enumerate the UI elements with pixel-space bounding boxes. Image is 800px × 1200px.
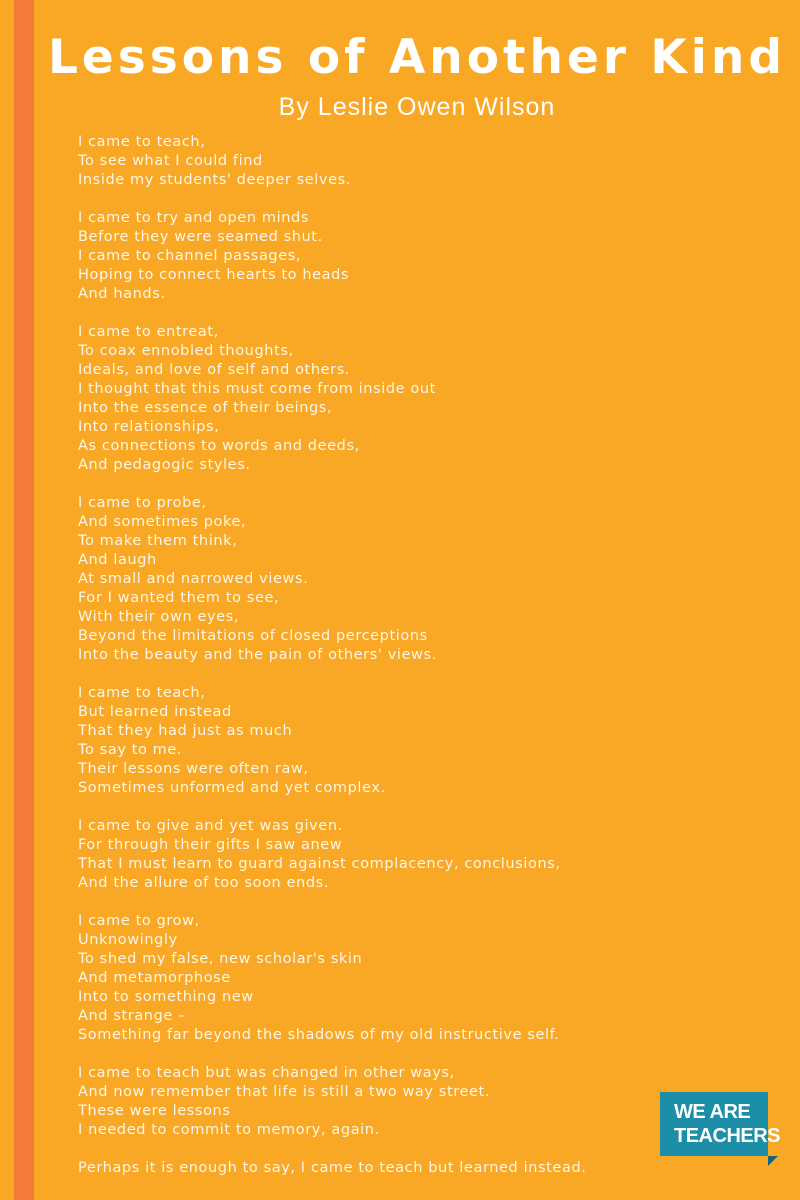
poem-stanza [78,912,768,1045]
poem-line: These were lessons [78,1103,231,1119]
poem-line: I came to teach, [78,134,206,150]
poem-line: Their lessons were often raw, [78,761,309,777]
poem-line: But learned instead [78,704,232,720]
poem-body [78,133,781,1197]
poem-line: To say to me. [78,742,183,758]
poem-line: I came to grow, [78,913,200,929]
left-accent-stripe [14,0,34,1200]
poem-line: Into the beauty and the pain of others' views. [78,647,437,663]
we-are-teachers-logo[interactable] [660,1092,781,1156]
poem-line: And sometimes poke, [78,514,247,530]
poem-line: Sometimes unformed and yet complex. [78,780,386,796]
poem-line: And laugh [78,552,157,568]
poem-line: I thought that this must come from inside out [78,381,436,397]
poem-line: Into the essence of their beings, [78,400,333,416]
poem-line: To shed my false, new scholar's skin [78,951,363,967]
poem-line: I came to try and open minds [78,210,309,226]
poem-line: Before they were seamed shut. [78,229,323,245]
poem-line: Inside my students' deeper selves. [78,172,351,188]
poem-line: That they had just as much [78,723,293,739]
poem-line: I came to entreat, [78,324,219,340]
poem-line: With their own eyes, [78,609,240,625]
poem-stanza [78,1159,768,1178]
poem-line: Ideals, and love of self and others. [78,362,351,378]
poem-line: I came to give and yet was given. [78,818,343,834]
logo-line-2: TEACHERS [674,1125,781,1147]
poem-line: I needed to commit to memory, again. [78,1122,380,1138]
poem-line: That I must learn to guard against complacency, conclusions, [78,856,561,872]
poem-line: For through their gifts I saw anew [78,837,343,853]
poem-line: And strange – [78,1008,186,1024]
poem-line: And now remember that life is still a two way street. [78,1084,491,1100]
poem-line: As connections to words and deeds, [78,438,360,454]
author-byline: By Leslie Owen Wilson [278,93,556,121]
poem-line: To see what I could find [78,153,263,169]
poem-line: Hoping to connect hearts to heads [78,267,350,283]
poem-stanza [78,817,768,893]
poem-line: I came to teach but was changed in other ways, [78,1065,455,1081]
poem-line: To make them think, [78,533,238,549]
poem-line: Something far beyond the shadows of my old instructive self. [78,1027,560,1043]
poem-title: Lessons of Another Kind [47,30,787,85]
poem-line: Beyond the limitations of closed perceptions [78,628,428,644]
poem-stanza [78,323,768,475]
poem-line: I came to probe, [78,495,207,511]
poem-stanza [78,684,768,798]
poem-line: Perhaps it is enough to say, I came to teach but learned instead. [78,1160,587,1176]
logo-line-1: WE ARE [674,1101,751,1123]
poem-line: For I wanted them to see, [78,590,280,606]
poem-line: I came to teach, [78,685,206,701]
poem-line: And metamorphose [78,970,231,986]
poem-line: And the allure of too soon ends. [78,875,330,891]
poem-line: I came to channel passages, [78,248,302,264]
poem-line: Into relationships, [78,419,220,435]
logo-fold-shape [768,1156,778,1166]
poem-line: Unknowingly [78,932,178,948]
poem-line: To coax ennobled thoughts, [78,343,294,359]
poem-line: Into to something new [78,989,254,1005]
poem-stanza [78,209,768,304]
poem-line: At small and narrowed views. [78,571,309,587]
poem-stanza [78,494,768,665]
poem-stanza [78,133,768,190]
poem-line: And hands. [78,286,166,302]
poem-line: And pedagogic styles. [78,457,251,473]
